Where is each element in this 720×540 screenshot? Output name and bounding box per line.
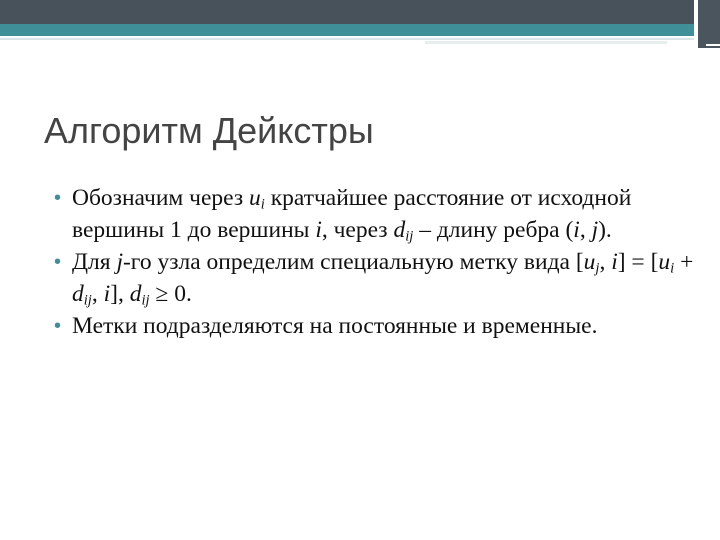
math-subscript: ij	[405, 228, 414, 245]
math-subscript: ij	[83, 292, 92, 309]
corner-decoration-line	[706, 44, 720, 46]
math-var: u	[249, 185, 261, 211]
header-bar-accent	[0, 24, 694, 36]
math-var: u	[658, 249, 671, 275]
math-var: i	[611, 249, 618, 275]
text-run: ).	[598, 217, 612, 243]
text-run: -го узла определим специальную метку вида [	[122, 249, 584, 275]
text-run: ,	[579, 217, 592, 243]
header-divider-short	[425, 41, 667, 44]
bullet-marker: •	[54, 187, 62, 209]
math-var: u	[583, 249, 596, 275]
math-var: d	[72, 281, 84, 307]
text-run: ≥ 0.	[149, 281, 192, 307]
text-run: , через	[321, 217, 394, 243]
slide-title: Алгоритм Дейкстры	[44, 110, 374, 151]
math-var: i	[103, 281, 111, 307]
bullet-list	[52, 182, 702, 342]
text-run: +	[674, 249, 694, 275]
bullet-item-label	[52, 246, 702, 310]
bullet-marker: •	[54, 315, 62, 337]
text-run: ],	[110, 281, 130, 307]
header-divider	[0, 38, 694, 40]
bullet-item-distance	[52, 182, 702, 246]
text-run: ,	[599, 249, 612, 275]
math-subscript: i	[670, 260, 675, 277]
text-run: ,	[91, 281, 104, 307]
text-run: кратчайшее расстояние от исходной вершины 1 до вершины	[72, 185, 632, 243]
bullet-marker: •	[54, 251, 62, 273]
header-bar-dark	[0, 0, 694, 24]
math-var: j	[591, 217, 599, 243]
text-run: – длину ребра (	[413, 217, 574, 243]
math-var: j	[116, 249, 123, 275]
text-run: ] = [	[617, 249, 659, 275]
math-var: i	[573, 217, 580, 243]
math-var: d	[393, 217, 406, 243]
text-run: Для	[72, 249, 117, 275]
text-run: Обозначим через	[72, 185, 250, 211]
math-var: i	[315, 217, 322, 243]
math-subscript: i	[260, 196, 265, 213]
text-run: Метки подразделяются на постоянные и временные.	[72, 313, 598, 339]
math-subscript: ij	[141, 292, 150, 309]
math-subscript: j	[595, 260, 600, 277]
math-var: d	[129, 281, 142, 307]
bullet-item-types	[52, 310, 702, 342]
corner-decoration	[698, 0, 720, 48]
